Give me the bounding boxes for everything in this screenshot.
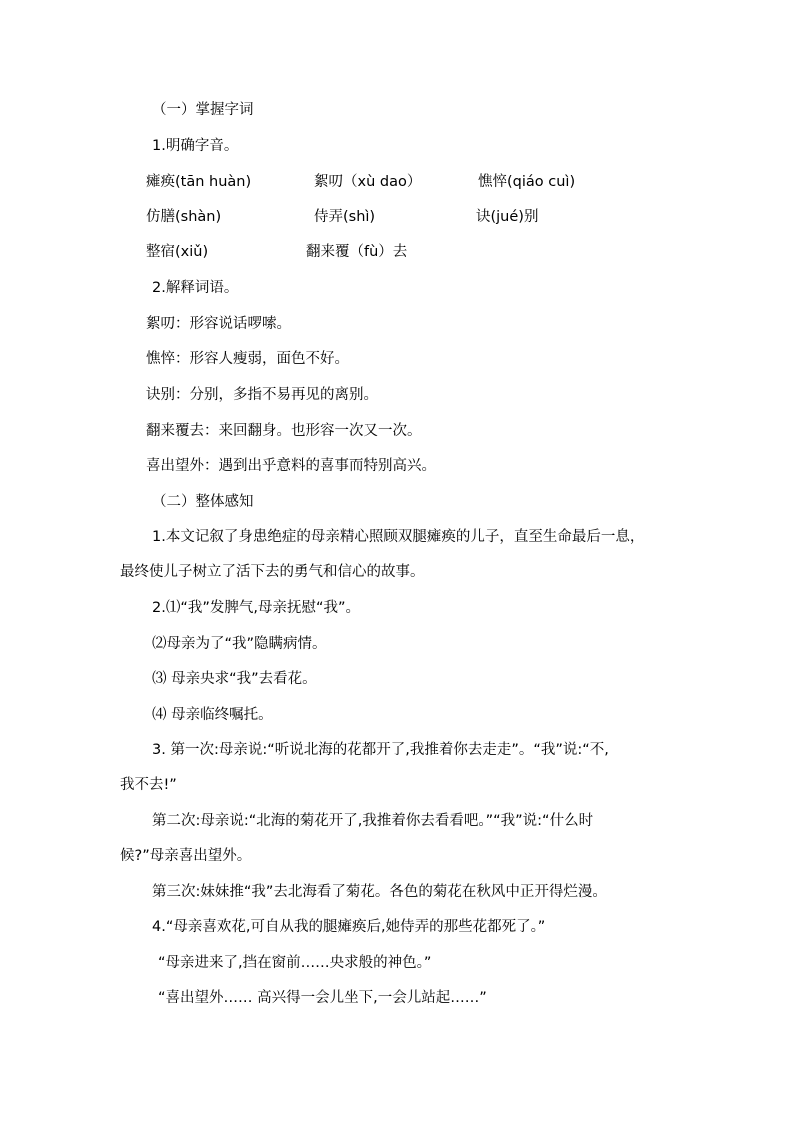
- definition-item: 诀别：分别，多指不易再见的离别。: [146, 387, 378, 403]
- definition-item: 憔悴：形容人瘦弱，面色不好。: [146, 351, 349, 367]
- pinyin-entry: 诀(jué)别: [476, 209, 539, 225]
- pinyin-entry: 侍弄(shì): [314, 209, 376, 225]
- section-heading-vocabulary: （一）掌握字词: [152, 102, 254, 118]
- paragraph-event-2: ⑵母亲为了“我”隐瞒病情。: [152, 636, 327, 652]
- pinyin-entry: 翻来覆（fù）去: [306, 244, 408, 260]
- paragraph-second-time-line1: 第二次:母亲说:“北海的菊花开了,我推着你去看看吧。”“我”说:“什么时: [152, 813, 594, 829]
- pinyin-entry: 瘫痪(tān huàn): [146, 174, 252, 190]
- pinyin-entry: 憔悴(qiáo cuì): [478, 174, 576, 190]
- definition-item: 喜出望外：遇到出乎意料的喜事而特别高兴。: [146, 458, 436, 474]
- paragraph-summary-line1: 1.本文记叙了身患绝症的母亲精心照顾双腿瘫痪的儿子，直至生命最后一息，: [152, 529, 645, 545]
- pinyin-entry: 絮叨（xù dao）: [314, 174, 422, 190]
- paragraph-first-time-line2: 我不去!”: [120, 777, 177, 793]
- paragraph-summary-line2: 最终使儿子树立了活下去的勇气和信心的故事。: [120, 564, 425, 580]
- paragraph-event-4: ⑷ 母亲临终嘱托。: [152, 707, 273, 723]
- paragraph-third-time: 第三次:妹妹推“我”去北海看了菊花。各色的菊花在秋风中正开得烂漫。: [152, 884, 607, 900]
- paragraph-second-time-line2: 候?”母亲喜出望外。: [120, 848, 252, 864]
- pinyin-entry: 仿膳(shàn): [146, 209, 222, 225]
- pinyin-row: [0, 242, 794, 262]
- section-heading-overview: （二）整体感知: [152, 494, 254, 510]
- paragraph-quote-2: “母亲进来了,挡在窗前……央求般的神色。”: [158, 955, 432, 971]
- pinyin-entry: 整宿(xiǔ): [146, 244, 209, 260]
- paragraph-event-1: 2.⑴“我”发脾气,母亲抚慰“我”。: [152, 600, 360, 616]
- paragraph-quote-1: 4.“母亲喜欢花,可自从我的腿瘫痪后,她侍弄的那些花都死了。”: [152, 919, 546, 935]
- definition-item: 翻来覆去：来回翻身。也形容一次又一次。: [146, 423, 422, 439]
- paragraph-event-3: ⑶ 母亲央求“我”去看花。: [152, 671, 317, 687]
- pinyin-row: [0, 172, 794, 192]
- item-definitions-title: 2.解释词语。: [152, 280, 239, 296]
- paragraph-quote-3: “喜出望外…… 高兴得一会儿坐下,一会儿站起……”: [158, 990, 487, 1006]
- paragraph-first-time-line1: 3. 第一次:母亲说:“听说北海的花都开了,我推着你去走走”。“我”说:“不,: [152, 742, 609, 758]
- definition-item: 絮叨：形容说话啰嗦。: [146, 316, 291, 332]
- item-pronunciation-title: 1.明确字音。: [152, 138, 239, 154]
- pinyin-row: [0, 207, 794, 227]
